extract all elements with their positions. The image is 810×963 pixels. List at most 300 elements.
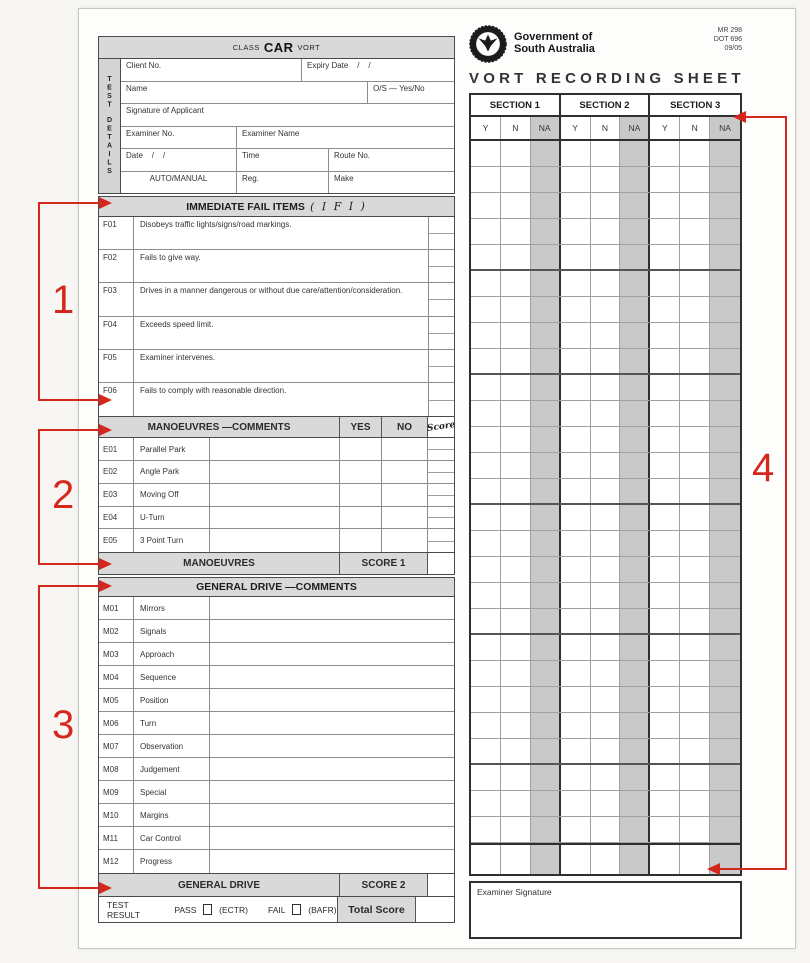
grid-row	[471, 401, 740, 427]
drive-item-comment-cell	[210, 758, 454, 780]
general-drive-row	[99, 804, 454, 827]
bracket-3-line	[38, 585, 40, 889]
grid-cell	[561, 635, 591, 660]
drive-item-code: M02	[99, 620, 134, 642]
grid-cell	[501, 713, 531, 738]
grid-cell	[591, 505, 621, 530]
grid-cell	[591, 739, 621, 763]
grid-cell	[620, 349, 650, 373]
grid-cell	[680, 479, 710, 503]
grid-cell	[561, 323, 591, 348]
grid-cell	[680, 141, 710, 166]
grid-cell	[680, 375, 710, 400]
grid-cell	[501, 323, 531, 348]
grid-cell	[561, 739, 591, 763]
bracket-2-bottom-arrow	[38, 563, 100, 565]
grid-row	[471, 713, 740, 739]
grid-cell	[531, 557, 561, 582]
fail-item-mark-cell	[428, 383, 454, 416]
test-details-rows	[121, 59, 454, 193]
grid-cell	[471, 193, 501, 218]
grid-cell	[531, 661, 561, 686]
drive-item-comment-cell	[210, 781, 454, 803]
general-drive-row	[99, 643, 454, 666]
annotation-number-2: 2	[52, 473, 75, 517]
government-of-south-australia-logo	[469, 25, 507, 63]
score2-label: SCORE 2	[340, 874, 428, 896]
class-prefix: CLASS	[232, 43, 260, 52]
drive-item-comment-cell	[210, 689, 454, 711]
general-drive-row	[99, 850, 454, 873]
grid-cell	[650, 141, 680, 166]
grid-cell	[680, 453, 710, 478]
grid-cell	[561, 375, 591, 400]
bracket-4-top-arrow	[745, 116, 787, 118]
grid-row	[471, 583, 740, 609]
grid-cell	[680, 765, 710, 790]
grid-cell	[561, 349, 591, 373]
grid-cell	[680, 505, 710, 530]
drive-item-label: Margins	[134, 804, 210, 826]
grid-cell	[591, 479, 621, 503]
grid-cell	[531, 713, 561, 738]
grid-cell	[471, 531, 501, 556]
examiner-signature-box	[469, 881, 742, 939]
fail-code: (BAFR)	[308, 904, 337, 915]
immediate-fail-title: IMMEDIATE FAIL ITEMS	[186, 200, 305, 213]
date-field: Date / /	[121, 149, 237, 171]
grid-row	[471, 635, 740, 661]
grid-cell	[650, 349, 680, 373]
bracket-3-top-arrow	[38, 585, 100, 587]
grid-cell	[531, 323, 561, 348]
bracket-2-top-arrow	[38, 429, 100, 431]
grid-cell	[620, 817, 650, 842]
score1-value-cell	[428, 553, 454, 574]
answer-column-header: NA	[620, 117, 650, 139]
immediate-fail-header	[98, 196, 455, 217]
immediate-fail-row	[99, 317, 454, 350]
fail-item-text: Fails to comply with reasonable direction.	[140, 385, 287, 395]
drive-item-code: M10	[99, 804, 134, 826]
grid-cell	[531, 765, 561, 790]
grid-row	[471, 479, 740, 505]
drive-item-label: Turn	[134, 712, 210, 734]
drive-item-comment-cell	[210, 735, 454, 757]
grid-cell	[501, 193, 531, 218]
manoeuvre-comment-cell	[210, 529, 340, 552]
grid-cell	[650, 167, 680, 192]
drive-item-label: Progress	[134, 850, 210, 873]
drive-item-code: M04	[99, 666, 134, 688]
drive-item-code: M12	[99, 850, 134, 873]
examiner-no-field: Examiner No.	[121, 127, 237, 149]
manoeuvre-score-cell	[428, 507, 454, 529]
grid-cell	[680, 845, 710, 874]
drive-item-label: Position	[134, 689, 210, 711]
grid-row	[471, 453, 740, 479]
grid-cell	[591, 219, 621, 244]
grid-cell	[471, 375, 501, 400]
grid-cell	[680, 635, 710, 660]
detail-row-client	[121, 59, 454, 82]
fail-label: FAIL	[268, 904, 286, 915]
grid-cell	[620, 713, 650, 738]
grid-cell	[620, 427, 650, 452]
grid-cell	[531, 791, 561, 816]
annotation-bracket-4	[716, 116, 787, 870]
manoeuvre-score-cell	[428, 484, 454, 506]
manoeuvre-label: 3 Point Turn	[134, 529, 210, 552]
fail-item-mark-cell	[428, 217, 454, 249]
grid-cell	[650, 531, 680, 556]
general-drive-footer-label: GENERAL DRIVE	[99, 874, 340, 896]
name-field: Name	[121, 82, 368, 104]
grid-cell	[680, 167, 710, 192]
grid-cell	[620, 297, 650, 322]
drive-item-code: M09	[99, 781, 134, 803]
ifi-handwritten-note: ( I F I )	[309, 199, 367, 214]
manoeuvre-code: E05	[99, 529, 134, 552]
manoeuvre-comment-cell	[210, 438, 340, 460]
grid-cell	[501, 453, 531, 478]
drive-item-label: Special	[134, 781, 210, 803]
grid-row	[471, 323, 740, 349]
grid-cell	[650, 427, 680, 452]
grid-cell	[620, 635, 650, 660]
test-details-block	[98, 58, 455, 194]
grid-row	[471, 661, 740, 687]
grid-cell	[591, 193, 621, 218]
annotation-bracket-3	[38, 585, 114, 889]
manoeuvre-row	[99, 438, 454, 461]
drive-item-comment-cell	[210, 850, 454, 873]
manoeuvre-yes-cell	[340, 461, 382, 483]
answer-column-header: N	[501, 117, 531, 139]
general-drive-row	[99, 620, 454, 643]
score-handwritten-note: Score	[426, 420, 456, 435]
grid-cell	[680, 661, 710, 686]
manoeuvre-row	[99, 461, 454, 484]
grid-cell	[591, 167, 621, 192]
grid-cell	[680, 297, 710, 322]
grid-cell	[620, 687, 650, 712]
grid-cell	[501, 349, 531, 373]
grid-cell	[501, 845, 531, 874]
immediate-fail-items	[98, 216, 455, 417]
grid-cell	[680, 557, 710, 582]
total-score-label: Total Score	[338, 897, 417, 922]
answer-column-header: N	[591, 117, 621, 139]
grid-cell	[471, 739, 501, 763]
manoeuvre-comment-cell	[210, 507, 340, 529]
grid-cell	[680, 401, 710, 426]
grid-cell	[591, 817, 621, 842]
general-drive-row	[99, 735, 454, 758]
fail-item-mark-cell	[428, 317, 454, 349]
drive-item-comment-cell	[210, 666, 454, 688]
grid-row	[471, 817, 740, 843]
grid-cell	[591, 661, 621, 686]
grid-cell	[471, 349, 501, 373]
grid-cell	[650, 297, 680, 322]
grid-cell	[591, 609, 621, 633]
logo-line1: Government of	[514, 31, 593, 43]
grid-cell	[561, 817, 591, 842]
vort-test-form	[98, 37, 455, 923]
fail-item-code: F01	[99, 217, 134, 249]
grid-cell	[501, 583, 531, 608]
grid-cell	[501, 661, 531, 686]
drive-item-comment-cell	[210, 643, 454, 665]
grid-cell	[650, 245, 680, 269]
grid-cell	[501, 505, 531, 530]
grid-cell	[501, 791, 531, 816]
examiner-name-field: Examiner Name	[242, 128, 300, 138]
grid-cell	[471, 791, 501, 816]
manoeuvres-header-title: MANOEUVRES —COMMENTS	[99, 417, 340, 437]
manoeuvre-label: Angle Park	[134, 461, 210, 483]
detail-row-signature	[121, 104, 454, 127]
grid-cell	[620, 271, 650, 296]
grid-cell	[591, 323, 621, 348]
yes-column-header: YES	[340, 417, 382, 437]
manoeuvre-score-cell	[428, 438, 454, 460]
arrow-right-icon	[99, 394, 112, 406]
grid-cell	[531, 245, 561, 269]
grid-cell	[620, 323, 650, 348]
class-header	[98, 36, 455, 59]
grid-cell	[531, 505, 561, 530]
fail-item-code: F03	[99, 283, 134, 315]
doc-ref-mr: MR 298	[717, 27, 742, 34]
grid-cell	[680, 609, 710, 633]
grid-cell	[531, 635, 561, 660]
grid-cell	[620, 661, 650, 686]
grid-cell	[501, 609, 531, 633]
immediate-fail-row	[99, 383, 454, 416]
grid-cell	[531, 401, 561, 426]
grid-cell	[501, 531, 531, 556]
grid-cell	[561, 713, 591, 738]
grid-cell	[650, 583, 680, 608]
general-drive-row	[99, 781, 454, 804]
grid-cell	[471, 323, 501, 348]
manoeuvre-row	[99, 484, 454, 507]
arrow-left-icon	[733, 111, 746, 123]
grid-cell	[591, 557, 621, 582]
grid-cell	[501, 401, 531, 426]
answer-column-header: Y	[561, 117, 591, 139]
bracket-1-bottom-arrow	[38, 399, 100, 401]
manoeuvre-label: Parallel Park	[134, 438, 210, 460]
manoeuvre-no-cell	[382, 507, 428, 529]
general-drive-title: GENERAL DRIVE —COMMENTS	[196, 581, 357, 594]
grid-cell	[620, 375, 650, 400]
grid-cell	[591, 141, 621, 166]
immediate-fail-row	[99, 250, 454, 283]
pass-code: (ECTR)	[219, 904, 248, 915]
grid-cell	[471, 427, 501, 452]
government-header	[469, 23, 742, 67]
grid-cell	[471, 141, 501, 166]
grid-cell	[680, 349, 710, 373]
grid-cell	[471, 401, 501, 426]
manoeuvre-row	[99, 529, 454, 552]
grid-cell	[561, 219, 591, 244]
grid-cell	[620, 193, 650, 218]
manoeuvre-no-cell	[382, 461, 428, 483]
score1-label: SCORE 1	[340, 553, 428, 574]
grid-cell	[650, 609, 680, 633]
fail-item-mark-cell	[428, 283, 454, 315]
grid-cell	[591, 531, 621, 556]
signature-field: Signature of Applicant	[126, 106, 204, 115]
grid-cell	[650, 845, 680, 874]
doc-ref-dot: DOT 696	[713, 36, 742, 44]
annotation-bracket-2	[38, 429, 114, 565]
grid-cell	[471, 687, 501, 712]
grid-cell	[561, 557, 591, 582]
recording-grid	[469, 93, 742, 876]
grid-cell	[591, 245, 621, 269]
grid-cell	[501, 635, 531, 660]
manoeuvre-yes-cell	[340, 484, 382, 506]
drive-item-label: Approach	[134, 643, 210, 665]
grid-cell	[620, 219, 650, 244]
grid-row	[471, 219, 740, 245]
grid-cell	[680, 791, 710, 816]
grid-row	[471, 557, 740, 583]
grid-cell	[591, 453, 621, 478]
drive-item-comment-cell	[210, 620, 454, 642]
grid-cell	[650, 453, 680, 478]
grid-cell	[650, 661, 680, 686]
grid-cell	[591, 583, 621, 608]
drive-item-label: Car Control	[134, 827, 210, 849]
grid-cell	[620, 583, 650, 608]
grid-cell	[501, 167, 531, 192]
side-label-test: TEST	[106, 75, 113, 110]
section-header-row	[471, 95, 740, 117]
grid-cell	[471, 453, 501, 478]
grid-cell	[650, 505, 680, 530]
class-suffix: VORT	[297, 43, 321, 52]
grid-cell	[680, 427, 710, 452]
grid-row	[471, 505, 740, 531]
grid-cell	[471, 271, 501, 296]
general-drive-footer	[98, 873, 455, 897]
manoeuvre-comment-cell	[210, 461, 340, 483]
grid-cell	[620, 167, 650, 192]
grid-cell	[561, 401, 591, 426]
grid-body	[471, 141, 740, 874]
grid-row	[471, 271, 740, 297]
grid-cell	[471, 609, 501, 633]
grid-row	[471, 843, 740, 874]
grid-cell	[650, 479, 680, 503]
grid-cell	[531, 167, 561, 192]
fail-item-mark-cell	[428, 250, 454, 282]
grid-cell	[620, 141, 650, 166]
grid-cell	[501, 739, 531, 763]
grid-cell	[561, 791, 591, 816]
bracket-2-line	[38, 429, 40, 565]
time-field: Time	[237, 149, 329, 171]
drive-item-code: M08	[99, 758, 134, 780]
grid-cell	[591, 765, 621, 790]
grid-cell	[501, 557, 531, 582]
document-reference	[714, 26, 742, 53]
answer-column-header: N	[680, 117, 710, 139]
no-column-header: NO	[382, 417, 428, 437]
manoeuvre-code: E04	[99, 507, 134, 529]
manoeuvre-yes-cell	[340, 438, 382, 460]
drive-item-comment-cell	[210, 597, 454, 619]
manoeuvre-yes-cell	[340, 529, 382, 552]
grid-cell	[471, 557, 501, 582]
manoeuvre-score-cell	[428, 461, 454, 483]
drive-item-label: Mirrors	[134, 597, 210, 619]
grid-row	[471, 193, 740, 219]
grid-cell	[591, 687, 621, 712]
detail-row-date	[121, 149, 454, 172]
grid-cell	[591, 271, 621, 296]
drive-item-label: Judgement	[134, 758, 210, 780]
grid-cell	[591, 791, 621, 816]
answer-column-header: NA	[531, 117, 561, 139]
grid-cell	[680, 713, 710, 738]
general-drive-header	[98, 577, 455, 597]
grid-cell	[501, 297, 531, 322]
grid-cell	[591, 845, 621, 874]
fail-item-text: Exceeds speed limit.	[140, 319, 214, 329]
grid-cell	[531, 609, 561, 633]
detail-row-vehicle	[121, 172, 454, 194]
grid-cell	[591, 375, 621, 400]
examiner-signature-label: Examiner Signature	[477, 887, 552, 897]
grid-row	[471, 245, 740, 271]
grid-cell	[561, 609, 591, 633]
grid-cell	[471, 167, 501, 192]
immediate-fail-row	[99, 283, 454, 316]
grid-cell	[531, 479, 561, 503]
grid-cell	[531, 845, 561, 874]
fail-item-text: Examiner intervenes.	[140, 352, 216, 362]
grid-cell	[561, 765, 591, 790]
grid-cell	[561, 141, 591, 166]
grid-cell	[561, 167, 591, 192]
grid-cell	[620, 791, 650, 816]
fail-item-text: Disobeys traffic lights/signs/road markings.	[140, 220, 292, 229]
drive-item-label: Signals	[134, 620, 210, 642]
grid-cell	[561, 271, 591, 296]
manoeuvre-no-cell	[382, 529, 428, 552]
grid-cell	[471, 661, 501, 686]
arrow-right-icon	[99, 424, 112, 436]
detail-row-examiner	[121, 127, 454, 150]
annotation-number-4: 4	[752, 446, 775, 490]
grid-cell	[561, 505, 591, 530]
grid-cell	[471, 713, 501, 738]
grid-cell	[650, 219, 680, 244]
grid-cell	[650, 375, 680, 400]
grid-cell	[680, 193, 710, 218]
grid-cell	[680, 219, 710, 244]
grid-cell	[561, 583, 591, 608]
auto-manual-field: AUTO/MANUAL	[121, 172, 237, 194]
fail-item-text: Drives in a manner dangerous or without due care/attention/consideration.	[140, 286, 403, 296]
